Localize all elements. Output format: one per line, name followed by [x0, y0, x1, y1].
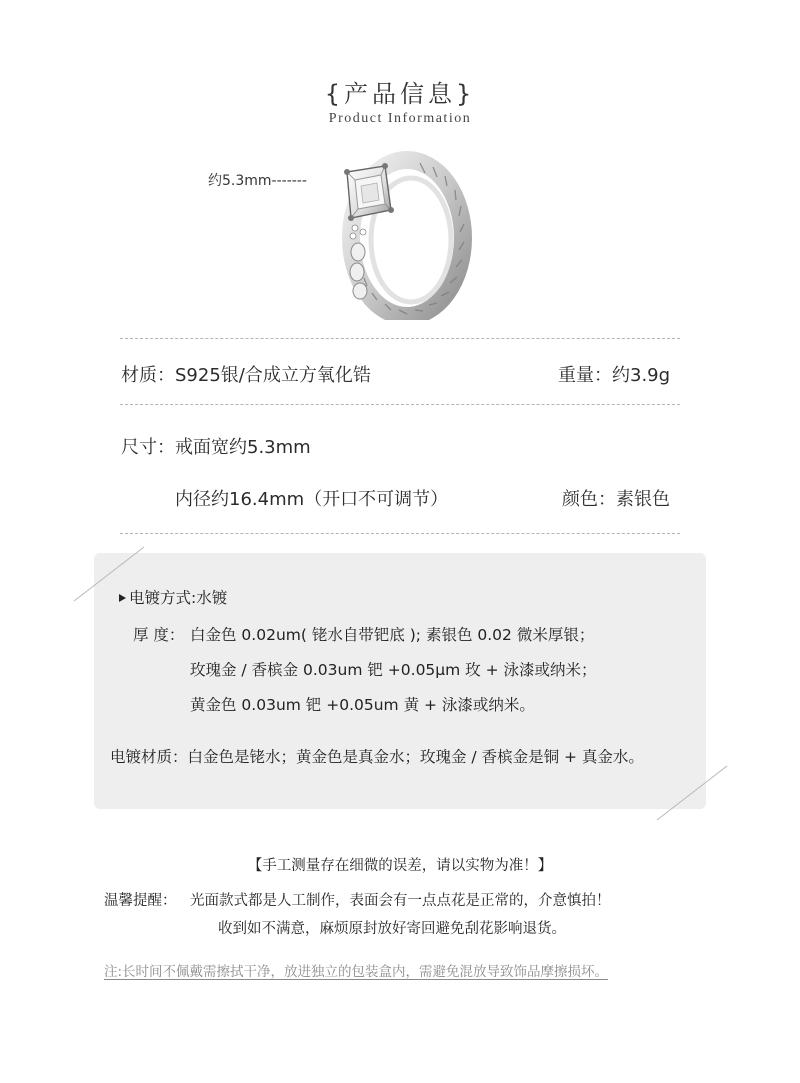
page-subtitle: Product Information — [328, 111, 472, 126]
ring-width-label: 约5.3mm------- — [208, 173, 307, 189]
inner-diameter-spec: 内径约16.4mm（开口不可调节） — [175, 489, 449, 510]
tip-label: 温馨提醒： — [104, 893, 177, 909]
separator — [120, 533, 680, 534]
plating-material: 电镀材质：白金色是铑水；黄金色是真金水；玫瑰金 / 香槟金是铜 + 真金水。 — [110, 748, 644, 766]
page-title: {产品信息} — [324, 80, 476, 108]
thickness-line: 玫瑰金 / 香槟金 0.03um 钯 +0.05μm 玫 + 泳漆或纳米； — [190, 661, 597, 679]
tip-line: 收到如不满意，麻烦原封放好寄回避免刮花影响退货。 — [218, 921, 566, 937]
thickness-label: 厚 度： — [133, 626, 185, 644]
decorative-line — [655, 764, 729, 822]
material-spec: 材质：S925银/合成立方氧化锆 — [121, 365, 371, 386]
weight-spec: 重量：约3.9g — [558, 365, 671, 386]
thickness-line: 白金色 0.02um( 铑水自带钯底 ); 素银色 0.02 微米厚银； — [190, 626, 595, 644]
thickness-line: 黄金色 0.03um 钯 +0.05um 黄 + 泳漆或纳米。 — [190, 696, 535, 714]
plating-method-text: 电镀方式:水镀 — [129, 589, 228, 607]
size-spec: 尺寸：戒面宽约5.3mm — [121, 437, 311, 458]
tip-line: 光面款式都是人工制作，表面会有一点点花是正常的，介意慎拍！ — [190, 893, 611, 909]
separator — [120, 338, 680, 339]
ring-image — [325, 140, 475, 320]
separator — [120, 404, 680, 405]
care-note: 注:长时间不佩戴需擦拭干净，放进独立的包装盒内，需避免混放导致饰品摩擦损坏。 — [104, 964, 609, 980]
plating-method — [119, 586, 227, 608]
color-spec: 颜色：素银色 — [562, 489, 670, 510]
triangle-bullet-icon — [119, 594, 126, 602]
handmade-notice: 【手工测量存在细微的误差，请以实物为准！】 — [247, 858, 553, 874]
